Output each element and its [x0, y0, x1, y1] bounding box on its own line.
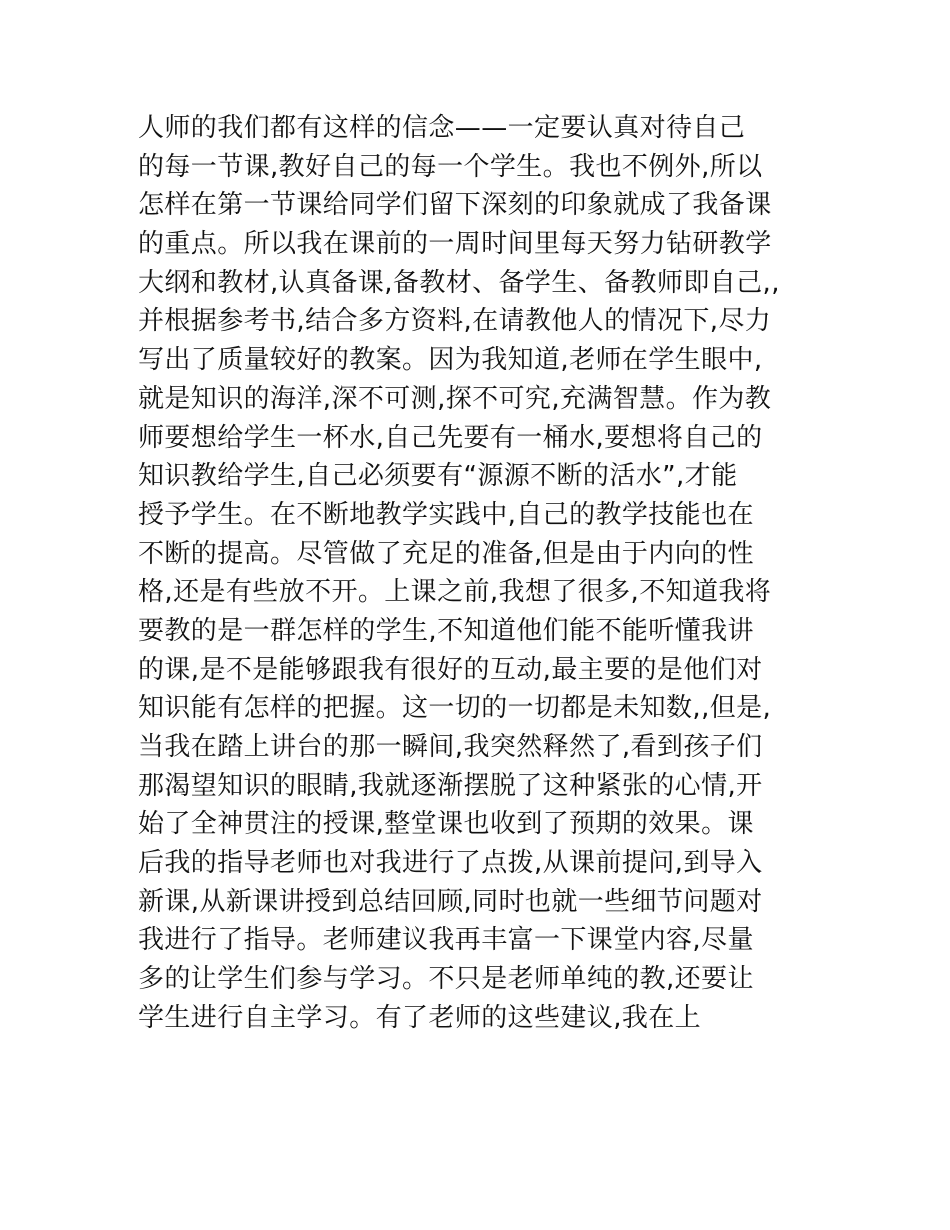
- text-line: 大纲和教材,认真备课,备教材、备学生、备教师即自己,,: [138, 267, 780, 298]
- text-line: 不断的提高。尽管做了充足的准备,但是由于内向的性: [138, 538, 754, 569]
- text-line: 知识教给学生,自己必须要有“源源不断的活水”,才能: [138, 461, 738, 492]
- text-line: 我进行了指导。老师建议我再丰富一下课堂内容,尽量: [138, 925, 754, 956]
- text-line: 后我的指导老师也对我进行了点拨,从课前提问,到导入: [138, 848, 763, 879]
- body-text: [138, 109, 828, 1038]
- text-line: 学生进行自主学习。有了老师的这些建议,我在上: [138, 1002, 702, 1033]
- text-line: 人师的我们都有这样的信念——一定要认真对待自己: [138, 113, 746, 143]
- text-line: 的课,是不是能够跟我有很好的互动,最主要的是他们对: [138, 654, 763, 685]
- text-line: 新课,从新课讲授到总结回顾,同时也就一些细节问题对: [138, 886, 763, 917]
- text-line: 授予学生。在不断地教学实践中,自己的教学技能也在: [138, 499, 754, 530]
- text-line: 并根据参考书,结合多方资料,在请教他人的情况下,尽力: [138, 306, 772, 337]
- text-line: 当我在踏上讲台的那一瞬间,我突然释然了,看到孩子们: [138, 732, 763, 762]
- text-line: 那渴望知识的眼睛,我就逐渐摆脱了这种紧张的心情,开: [138, 770, 763, 801]
- text-line: 的每一节课,教好自己的每一个学生。我也不例外,所以: [138, 151, 763, 182]
- text-line: 的重点。所以我在课前的一周时间里每天努力钻研教学: [138, 229, 772, 260]
- text-line: 就是知识的海洋,深不可测,探不可究,充满智慧。作为教: [138, 383, 772, 414]
- text-line: 知识能有怎样的把握。这一切的一切都是未知数,,但是,: [138, 693, 772, 724]
- text-line: 格,还是有些放不开。上课之前,我想了很多,不知道我将: [138, 577, 772, 608]
- text-line: 师要想给学生一杯水,自己先要有一桶水,要想将自己的: [138, 422, 763, 453]
- text-line: 写出了质量较好的教案。因为我知道,老师在学生眼中,: [138, 345, 763, 376]
- text-line: 多的让学生们参与学习。不只是老师单纯的教,还要让: [138, 964, 754, 995]
- text-line: 怎样在第一节课给同学们留下深刻的印象就成了我备课: [138, 190, 772, 221]
- text-line: 要教的是一群怎样的学生,不知道他们能不能听懂我讲: [138, 615, 754, 646]
- text-line: 始了全神贯注的授课,整堂课也收到了预期的效果。课: [138, 809, 754, 840]
